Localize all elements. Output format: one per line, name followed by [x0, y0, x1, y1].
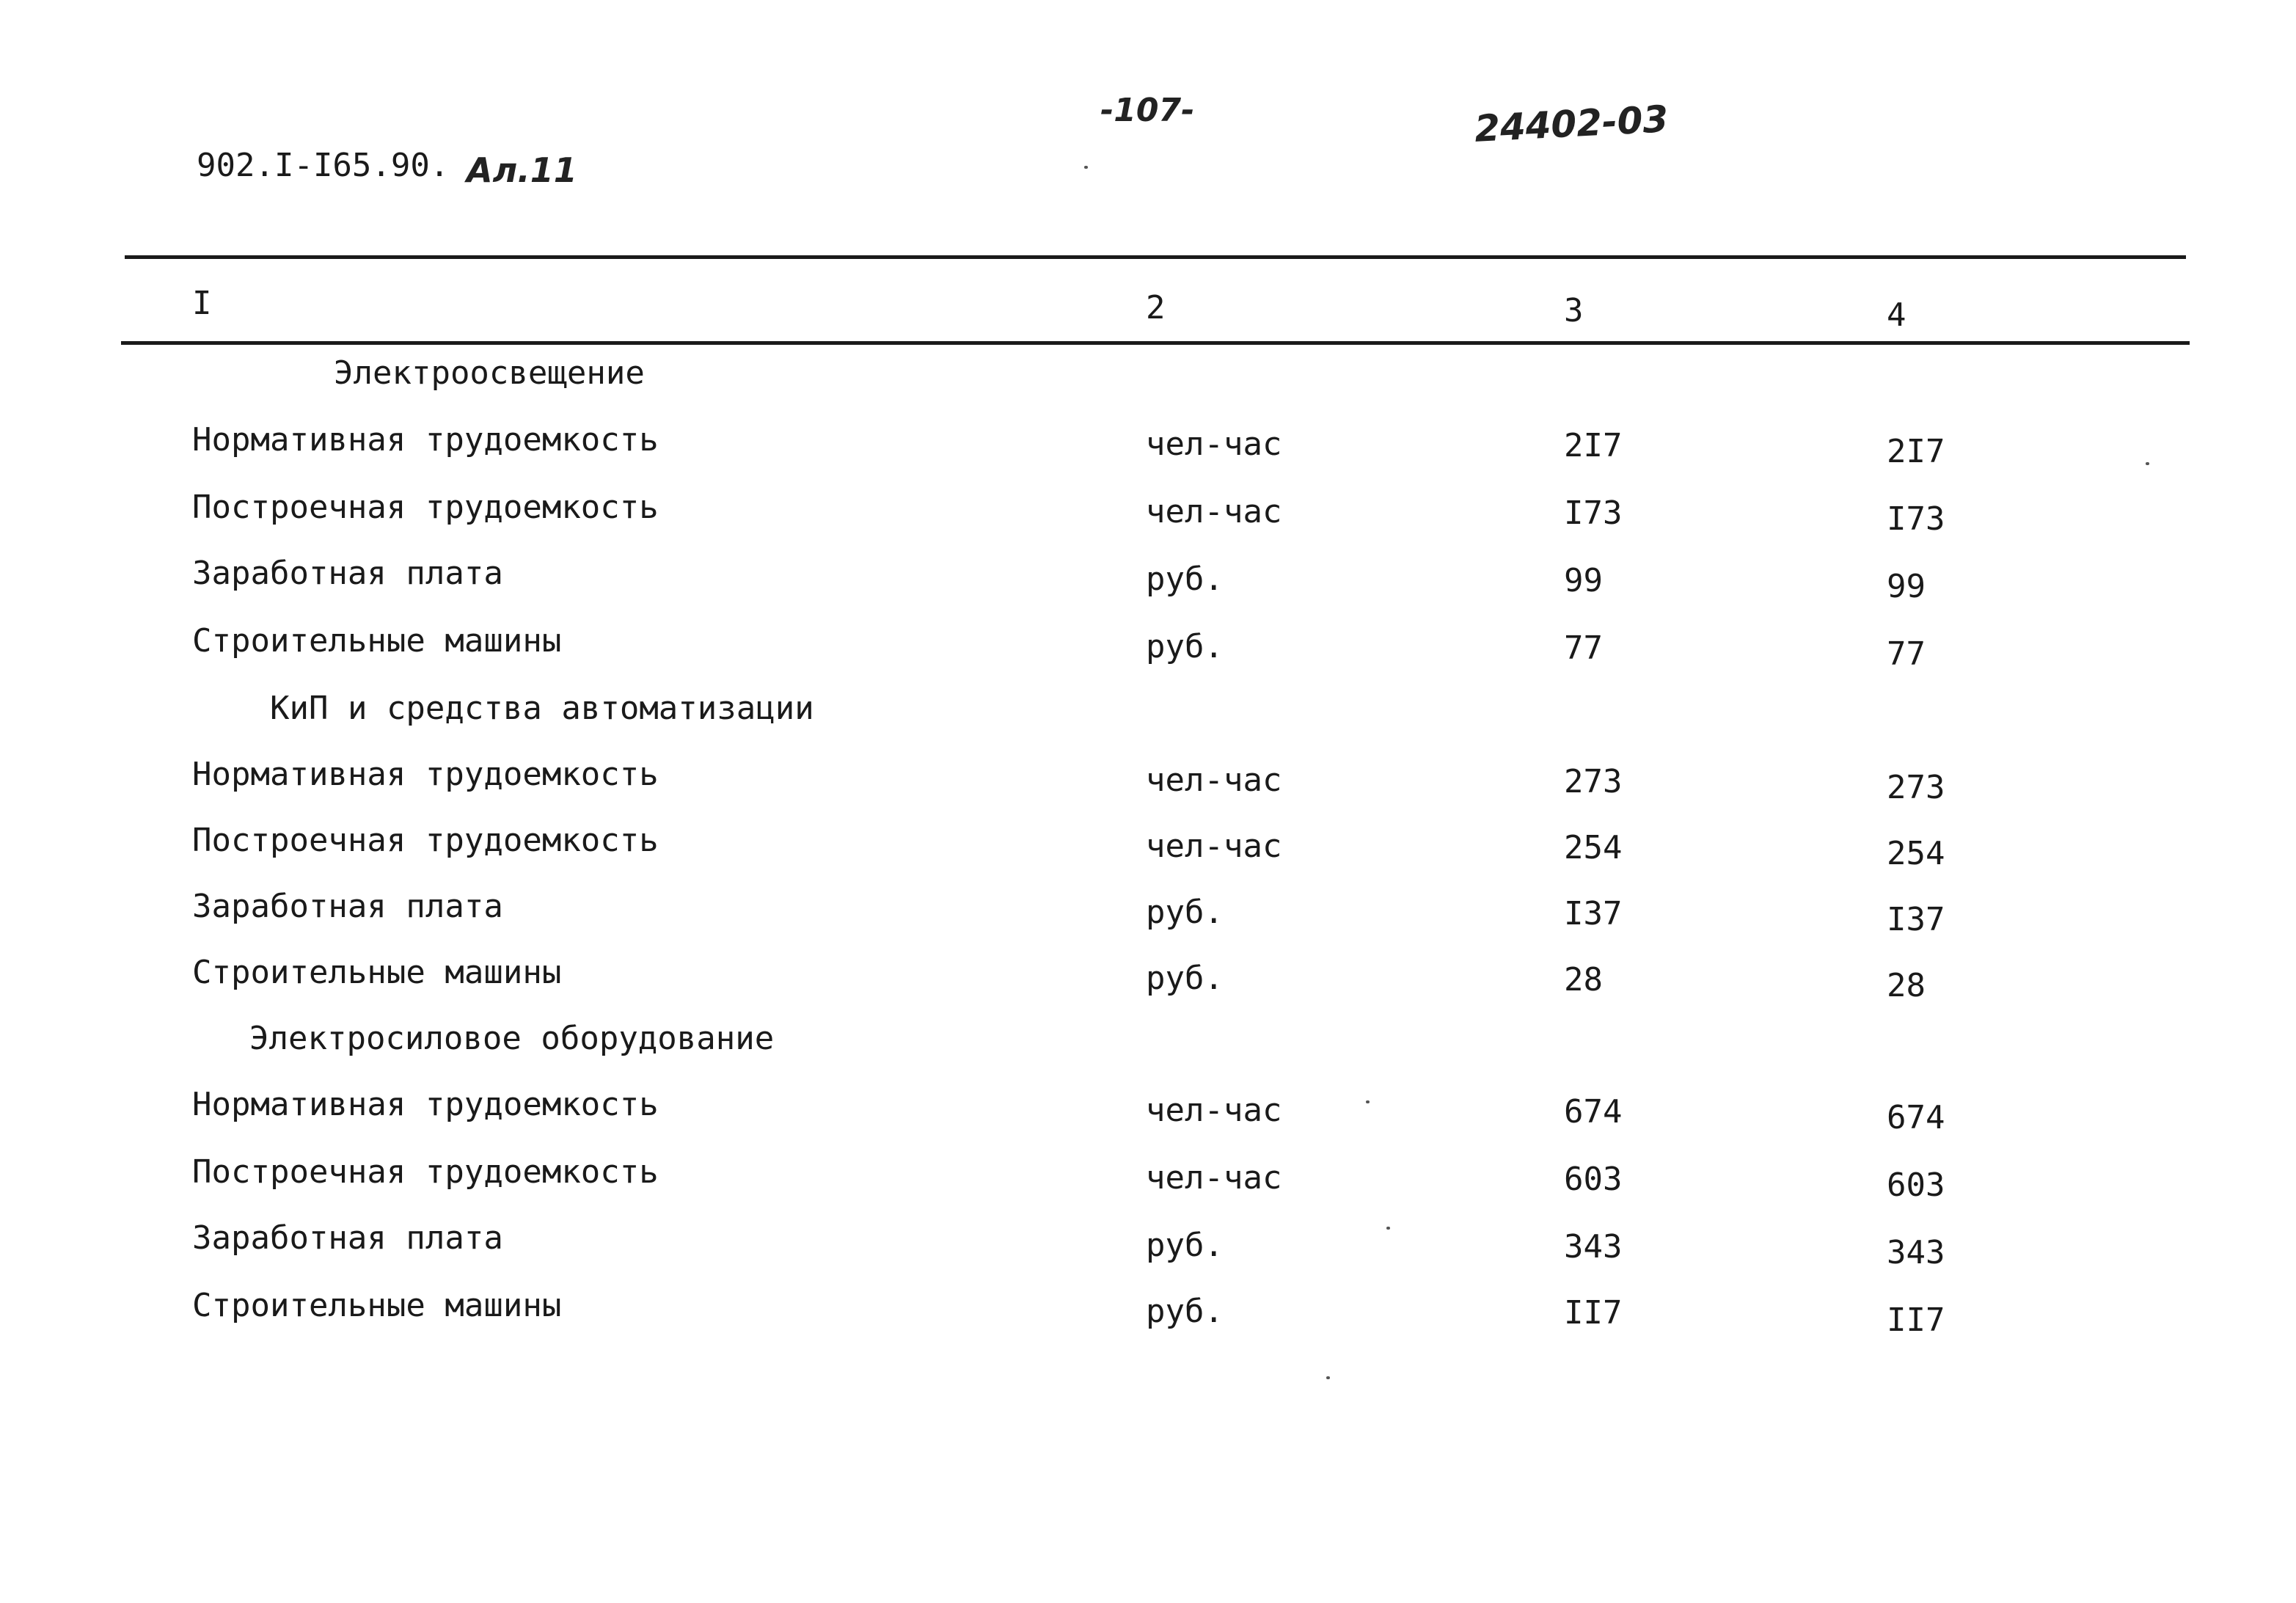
row-value-4: 603 [1887, 1166, 1945, 1204]
row-value-4: 674 [1887, 1099, 1945, 1136]
row-name: Нормативная трудоемкость [192, 756, 659, 793]
row-value-3: II7 [1564, 1294, 1623, 1332]
column-header-4: 4 [1887, 296, 1906, 334]
row-value-4: 99 [1887, 568, 1926, 605]
row-value-3: 2I7 [1564, 427, 1623, 464]
row-unit: чел-час [1146, 1159, 1282, 1197]
row-value-4: 254 [1887, 835, 1945, 872]
row-name: Заработная плата [192, 888, 503, 925]
row-value-4: II7 [1887, 1301, 1945, 1339]
table-top-rule [125, 255, 2186, 259]
row-value-3: 603 [1564, 1161, 1623, 1198]
row-unit: руб. [1146, 1227, 1224, 1264]
scan-speck [2146, 462, 2149, 465]
row-unit: руб. [1146, 628, 1224, 665]
scan-speck [1326, 1376, 1330, 1379]
column-header-2: 2 [1146, 289, 1166, 326]
column-header-3: 3 [1564, 292, 1584, 329]
row-name: Построечная трудоемкость [192, 489, 659, 526]
row-name: Заработная плата [192, 1219, 503, 1257]
row-unit: руб. [1146, 960, 1224, 997]
row-value-4: 2I7 [1887, 433, 1945, 470]
row-value-4: 28 [1887, 967, 1926, 1004]
row-name: Строительные машины [192, 622, 562, 660]
row-unit: чел-час [1146, 426, 1282, 463]
row-value-4: I73 [1887, 500, 1945, 538]
page-number: -107- [1100, 92, 1195, 129]
row-unit: чел-час [1146, 493, 1282, 530]
row-value-3: 77 [1564, 629, 1603, 667]
row-value-3: I37 [1564, 895, 1623, 932]
row-unit: руб. [1146, 560, 1224, 598]
row-value-3: 674 [1564, 1093, 1623, 1131]
row-name: Строительные машины [192, 1287, 562, 1324]
row-unit: руб. [1146, 894, 1224, 931]
row-name: Нормативная трудоемкость [192, 1086, 659, 1123]
scan-speck [1084, 166, 1088, 169]
section-title-lighting: Электроосвещение [334, 354, 645, 392]
row-value-4: I37 [1887, 901, 1945, 938]
column-header-1: I [192, 285, 212, 322]
row-value-3: 99 [1564, 562, 1603, 599]
row-value-4: 273 [1887, 769, 1945, 806]
scan-speck [1366, 1100, 1370, 1103]
archive-number: 24402-03 [1473, 98, 1670, 150]
row-value-3: 28 [1564, 961, 1603, 998]
section-title-power-equipment: Электросиловое оборудование [249, 1020, 775, 1057]
row-value-3: 254 [1564, 829, 1623, 866]
row-unit: руб. [1146, 1293, 1224, 1330]
row-value-3: 343 [1564, 1228, 1623, 1266]
scan-speck [1386, 1227, 1390, 1230]
row-name: Нормативная трудоемкость [192, 421, 659, 459]
row-name: Заработная плата [192, 555, 503, 592]
row-name: Построечная трудоемкость [192, 1153, 659, 1191]
row-unit: чел-час [1146, 828, 1282, 865]
row-value-4: 343 [1887, 1234, 1945, 1271]
row-unit: чел-час [1146, 762, 1282, 799]
sheet-note: Ал.11 [467, 150, 577, 190]
row-unit: чел-час [1146, 1092, 1282, 1129]
row-name: Построечная трудоемкость [192, 822, 659, 859]
row-value-4: 77 [1887, 635, 1926, 673]
document-code: 902.I-I65.90. [197, 147, 450, 184]
section-title-instrumentation: КиП и средства автоматизации [270, 690, 814, 727]
row-value-3: I73 [1564, 494, 1623, 532]
row-name: Строительные машины [192, 954, 562, 991]
row-value-3: 273 [1564, 763, 1623, 800]
table-header-rule [121, 341, 2190, 345]
